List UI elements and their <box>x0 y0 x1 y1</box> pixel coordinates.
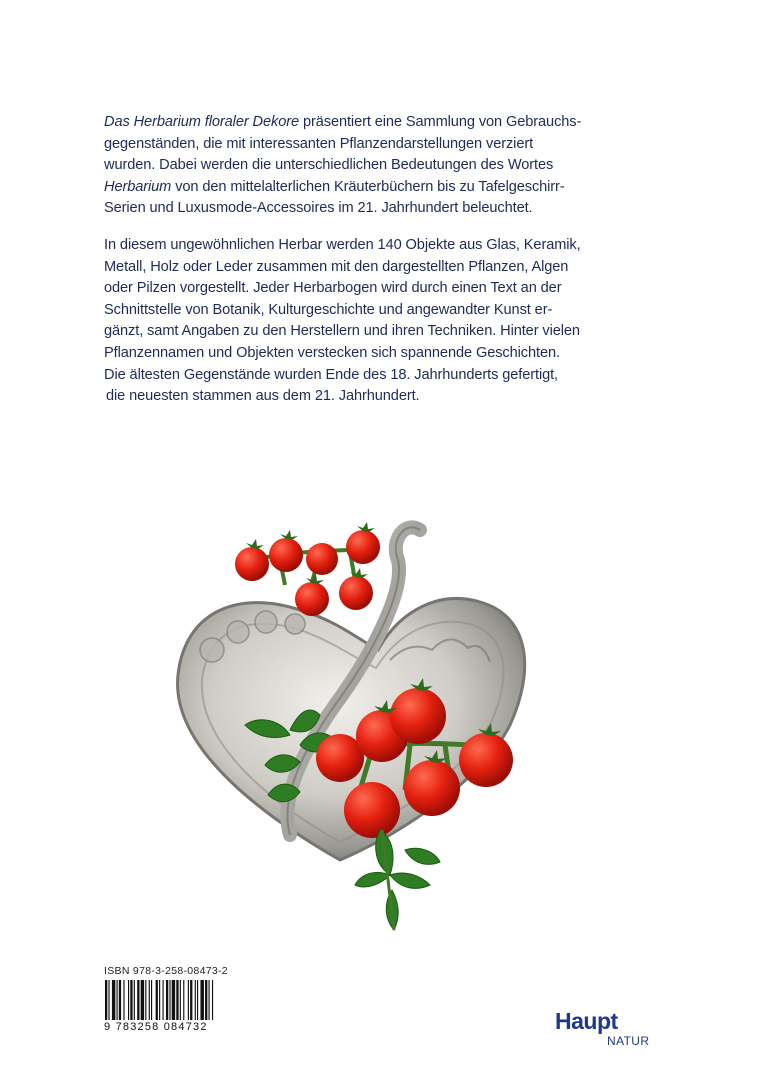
barcode-bar <box>166 980 168 1020</box>
blurb <box>104 112 664 423</box>
silver-tray-with-tomatoes-illustration <box>150 490 600 950</box>
blurb-line: Das Herbarium floraler Dekore präsentiert eine Sammlung von Gebrauchs- <box>104 114 582 130</box>
blurb-line: gegenständen, die mit interessanten Pflanzendarstellungen verziert <box>104 135 534 152</box>
barcode-bar <box>195 980 196 1020</box>
barcode-bar <box>197 980 198 1020</box>
blurb-line: Metall, Holz oder Leder zusammen mit den dargestellten Pflanzen, Algen <box>104 258 569 275</box>
barcode-bar <box>119 980 121 1020</box>
barcode-bar <box>169 980 170 1020</box>
blurb-paragraph-2 <box>104 235 664 408</box>
blurb-line: Pflanzennamen und Objekten verstecken sich spannende Geschichten. <box>104 344 560 361</box>
barcode-bar <box>163 980 164 1020</box>
blurb-line: wurden. Dabei werden die unterschiedlichen Bedeutungen des Wortes <box>104 157 554 174</box>
blurb-line: die neuesten stammen aus dem 21. Jahrhundert. <box>106 388 420 405</box>
barcode-bar <box>123 980 124 1020</box>
publisher-logo <box>555 1008 665 1058</box>
barcode-bar <box>130 980 132 1020</box>
blurb-line: In diesem ungewöhnlichen Herbar werden 140 Objekte aus Glas, Keramik, <box>104 236 581 253</box>
barcode-bar <box>141 980 144 1020</box>
barcode-bar <box>212 980 213 1020</box>
blurb-line: gänzt, samt Angaben zu den Herstellern und ihren Techniken. Hinter vielen <box>104 323 580 340</box>
barcode-bar <box>134 980 135 1020</box>
barcode-bar <box>112 980 115 1020</box>
barcode-bar <box>180 980 181 1020</box>
barcode-bar <box>108 980 109 1020</box>
barcode-bar <box>159 980 160 1020</box>
barcode-bar <box>128 980 129 1020</box>
barcode-bar <box>117 980 118 1020</box>
barcode-bar <box>105 980 107 1020</box>
barcode-bar <box>149 980 150 1020</box>
barcode-bar <box>183 980 184 1020</box>
barcode-bar <box>188 980 189 1020</box>
blurb-line: Die ältesten Gegenstände wurden Ende des 18. Jahrhunderts gefertigt, <box>104 366 559 383</box>
barcode-bar <box>156 980 158 1020</box>
barcode-bar <box>145 980 146 1020</box>
barcode-bar <box>209 980 210 1020</box>
barcode-bar <box>172 980 175 1020</box>
isbn-label: ISBN 978-3-258-08473-2 <box>104 965 228 977</box>
barcode-bar <box>200 980 203 1020</box>
blurb-paragraph-1 <box>104 112 664 220</box>
blurb-line: oder Pilzen vorgestellt. Jeder Herbarbogen wird durch einen Text an der <box>104 280 562 297</box>
blurb-line: Schnittstelle von Botanik, Kulturgeschichte und angewandter Kunst er- <box>104 301 553 318</box>
barcode-bar <box>190 980 192 1020</box>
blurb-line: Serien und Luxusmode-Accessoires im 21. Jahrhundert beleuchtet. <box>104 200 533 217</box>
barcode-bar <box>137 980 139 1020</box>
barcode-digits: 9 783258 084732 <box>104 1021 254 1033</box>
publisher-name: Haupt <box>555 1008 618 1034</box>
blurb-line: Herbarium von den mittelalterlichen Kräuterbüchern bis zu Tafelgeschirr- <box>104 178 565 195</box>
barcode-bar <box>151 980 152 1020</box>
barcode-bar <box>205 980 207 1020</box>
publisher-imprint: NATUR <box>607 1034 650 1048</box>
barcode-bar <box>176 980 178 1020</box>
